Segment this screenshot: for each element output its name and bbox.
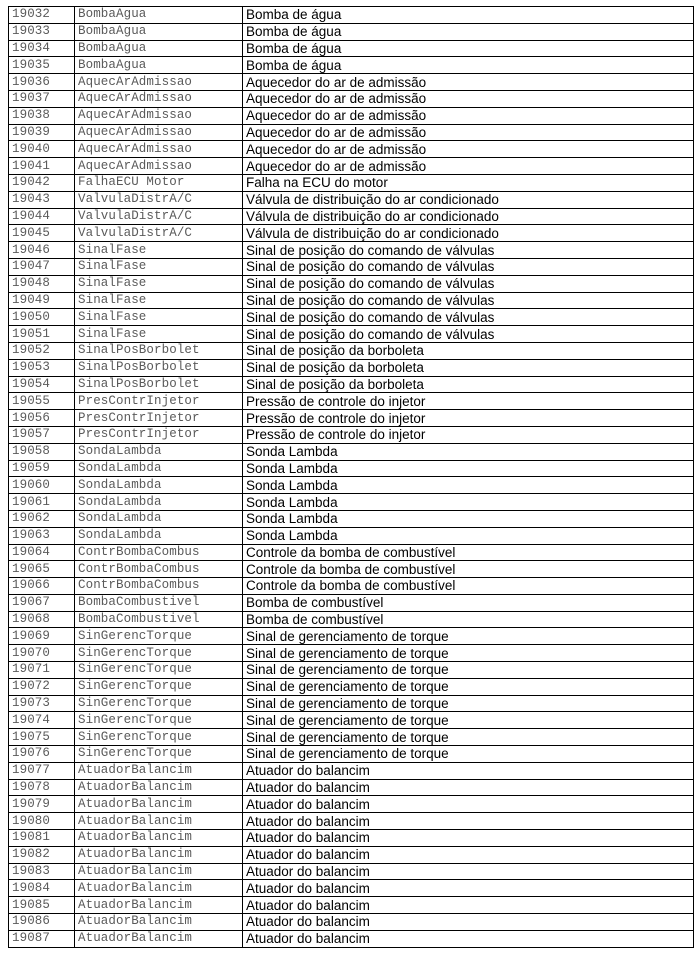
component-name-cell: SinalFase bbox=[75, 258, 243, 275]
fault-code-cell: 19044 bbox=[9, 208, 75, 225]
fault-code-cell: 19057 bbox=[9, 426, 75, 443]
table-row bbox=[9, 326, 694, 343]
fault-code-cell: 19043 bbox=[9, 191, 75, 208]
component-name-cell: SondaLambda bbox=[75, 510, 243, 527]
fault-code-cell: 19032 bbox=[9, 7, 75, 24]
component-name-cell: SinalFase bbox=[75, 292, 243, 309]
component-name-cell: BombaAgua bbox=[75, 7, 243, 24]
component-name-cell: AtuadorBalancim bbox=[75, 930, 243, 947]
table-row bbox=[9, 662, 694, 679]
fault-code-cell: 19067 bbox=[9, 594, 75, 611]
fault-code-cell: 19033 bbox=[9, 23, 75, 40]
table-row bbox=[9, 158, 694, 175]
fault-code-cell: 19042 bbox=[9, 174, 75, 191]
description-cell: Pressão de controle do injetor bbox=[243, 410, 694, 427]
description-cell: Sinal de gerenciamento de torque bbox=[243, 729, 694, 746]
table-row bbox=[9, 477, 694, 494]
fault-code-cell: 19086 bbox=[9, 914, 75, 931]
description-cell: Atuador do balancim bbox=[243, 930, 694, 947]
fault-code-cell: 19073 bbox=[9, 695, 75, 712]
component-name-cell: SondaLambda bbox=[75, 443, 243, 460]
table-row bbox=[9, 897, 694, 914]
table-row bbox=[9, 23, 694, 40]
description-cell: Sinal de posição do comando de válvulas bbox=[243, 275, 694, 292]
description-cell: Válvula de distribuição do ar condicionado bbox=[243, 208, 694, 225]
component-name-cell: PresContrInjetor bbox=[75, 426, 243, 443]
description-cell: Atuador do balancim bbox=[243, 880, 694, 897]
fault-code-cell: 19055 bbox=[9, 393, 75, 410]
fault-code-cell: 19038 bbox=[9, 107, 75, 124]
table-row bbox=[9, 779, 694, 796]
component-name-cell: BombaCombustivel bbox=[75, 594, 243, 611]
fault-code-cell: 19039 bbox=[9, 124, 75, 141]
description-cell: Sonda Lambda bbox=[243, 494, 694, 511]
fault-code-cell: 19084 bbox=[9, 880, 75, 897]
description-cell: Bomba de combustível bbox=[243, 611, 694, 628]
description-cell: Sinal de gerenciamento de torque bbox=[243, 712, 694, 729]
component-name-cell: SinGerencTorque bbox=[75, 712, 243, 729]
component-name-cell: SinGerencTorque bbox=[75, 645, 243, 662]
table-row bbox=[9, 628, 694, 645]
table-row bbox=[9, 208, 694, 225]
description-cell: Pressão de controle do injetor bbox=[243, 426, 694, 443]
description-cell: Válvula de distribuição do ar condicionado bbox=[243, 191, 694, 208]
description-cell: Controle da bomba de combustível bbox=[243, 544, 694, 561]
component-name-cell: AtuadorBalancim bbox=[75, 880, 243, 897]
component-name-cell: AquecArAdmissao bbox=[75, 90, 243, 107]
table-row bbox=[9, 309, 694, 326]
table-row bbox=[9, 242, 694, 259]
table-row bbox=[9, 830, 694, 847]
table-row bbox=[9, 393, 694, 410]
description-cell: Bomba de água bbox=[243, 23, 694, 40]
component-name-cell: PresContrInjetor bbox=[75, 410, 243, 427]
description-cell: Sinal de gerenciamento de torque bbox=[243, 645, 694, 662]
description-cell: Atuador do balancim bbox=[243, 863, 694, 880]
table-row bbox=[9, 174, 694, 191]
table-row bbox=[9, 460, 694, 477]
fault-code-cell: 19066 bbox=[9, 578, 75, 595]
fault-code-cell: 19074 bbox=[9, 712, 75, 729]
table-row bbox=[9, 292, 694, 309]
description-cell: Bomba de água bbox=[243, 7, 694, 24]
table-row bbox=[9, 846, 694, 863]
table-row bbox=[9, 762, 694, 779]
table-row bbox=[9, 376, 694, 393]
component-name-cell: SinalFase bbox=[75, 326, 243, 343]
fault-code-cell: 19083 bbox=[9, 863, 75, 880]
table-row bbox=[9, 813, 694, 830]
component-name-cell: ContrBombaCombus bbox=[75, 578, 243, 595]
component-name-cell: SondaLambda bbox=[75, 494, 243, 511]
fault-code-cell: 19037 bbox=[9, 90, 75, 107]
description-cell: Atuador do balancim bbox=[243, 846, 694, 863]
component-name-cell: PresContrInjetor bbox=[75, 393, 243, 410]
description-cell: Sonda Lambda bbox=[243, 527, 694, 544]
fault-code-cell: 19079 bbox=[9, 796, 75, 813]
fault-code-table-body bbox=[9, 7, 694, 948]
description-cell: Sinal de posição do comando de válvulas bbox=[243, 258, 694, 275]
description-cell: Aquecedor do ar de admissão bbox=[243, 124, 694, 141]
component-name-cell: AtuadorBalancim bbox=[75, 863, 243, 880]
table-row bbox=[9, 410, 694, 427]
table-row bbox=[9, 141, 694, 158]
component-name-cell: BombaAgua bbox=[75, 57, 243, 74]
component-name-cell: AtuadorBalancim bbox=[75, 796, 243, 813]
component-name-cell: AquecArAdmissao bbox=[75, 141, 243, 158]
table-row bbox=[9, 746, 694, 763]
description-cell: Atuador do balancim bbox=[243, 762, 694, 779]
table-row bbox=[9, 494, 694, 511]
description-cell: Sinal de gerenciamento de torque bbox=[243, 662, 694, 679]
table-row bbox=[9, 7, 694, 24]
component-name-cell: SinalPosBorbolet bbox=[75, 359, 243, 376]
fault-code-cell: 19075 bbox=[9, 729, 75, 746]
component-name-cell: SinalFase bbox=[75, 275, 243, 292]
description-cell: Sinal de posição da borboleta bbox=[243, 376, 694, 393]
table-row bbox=[9, 225, 694, 242]
table-row bbox=[9, 594, 694, 611]
description-cell: Sinal de posição da borboleta bbox=[243, 342, 694, 359]
fault-code-cell: 19080 bbox=[9, 813, 75, 830]
component-name-cell: SinGerencTorque bbox=[75, 678, 243, 695]
description-cell: Sonda Lambda bbox=[243, 443, 694, 460]
fault-code-table bbox=[8, 6, 694, 948]
description-cell: Aquecedor do ar de admissão bbox=[243, 158, 694, 175]
description-cell: Válvula de distribuição do ar condicionado bbox=[243, 225, 694, 242]
component-name-cell: AtuadorBalancim bbox=[75, 914, 243, 931]
table-row bbox=[9, 914, 694, 931]
table-row bbox=[9, 359, 694, 376]
fault-code-cell: 19068 bbox=[9, 611, 75, 628]
component-name-cell: SinGerencTorque bbox=[75, 628, 243, 645]
fault-code-cell: 19064 bbox=[9, 544, 75, 561]
component-name-cell: SinalFase bbox=[75, 242, 243, 259]
component-name-cell: SondaLambda bbox=[75, 460, 243, 477]
table-row bbox=[9, 695, 694, 712]
description-cell: Bomba de combustível bbox=[243, 594, 694, 611]
fault-code-cell: 19052 bbox=[9, 342, 75, 359]
description-cell: Sinal de gerenciamento de torque bbox=[243, 695, 694, 712]
table-row bbox=[9, 930, 694, 947]
fault-code-cell: 19062 bbox=[9, 510, 75, 527]
table-row bbox=[9, 561, 694, 578]
fault-code-cell: 19078 bbox=[9, 779, 75, 796]
fault-code-cell: 19049 bbox=[9, 292, 75, 309]
description-cell: Sinal de posição da borboleta bbox=[243, 359, 694, 376]
component-name-cell: AtuadorBalancim bbox=[75, 830, 243, 847]
component-name-cell: SinalPosBorbolet bbox=[75, 342, 243, 359]
table-row bbox=[9, 275, 694, 292]
table-row bbox=[9, 426, 694, 443]
table-row bbox=[9, 712, 694, 729]
table-row bbox=[9, 342, 694, 359]
fault-code-cell: 19077 bbox=[9, 762, 75, 779]
description-cell: Atuador do balancim bbox=[243, 914, 694, 931]
description-cell: Bomba de água bbox=[243, 40, 694, 57]
component-name-cell: ContrBombaCombus bbox=[75, 544, 243, 561]
fault-code-cell: 19056 bbox=[9, 410, 75, 427]
table-row bbox=[9, 678, 694, 695]
table-row bbox=[9, 880, 694, 897]
description-cell: Atuador do balancim bbox=[243, 779, 694, 796]
description-cell: Aquecedor do ar de admissão bbox=[243, 74, 694, 91]
component-name-cell: SondaLambda bbox=[75, 477, 243, 494]
table-row bbox=[9, 645, 694, 662]
fault-code-cell: 19047 bbox=[9, 258, 75, 275]
fault-code-cell: 19045 bbox=[9, 225, 75, 242]
fault-code-cell: 19085 bbox=[9, 897, 75, 914]
description-cell: Atuador do balancim bbox=[243, 830, 694, 847]
fault-code-cell: 19054 bbox=[9, 376, 75, 393]
component-name-cell: AtuadorBalancim bbox=[75, 813, 243, 830]
table-row bbox=[9, 796, 694, 813]
table-row bbox=[9, 124, 694, 141]
description-cell: Atuador do balancim bbox=[243, 813, 694, 830]
description-cell: Bomba de água bbox=[243, 57, 694, 74]
fault-code-table-container bbox=[8, 6, 694, 948]
fault-code-cell: 19059 bbox=[9, 460, 75, 477]
component-name-cell: AquecArAdmissao bbox=[75, 158, 243, 175]
fault-code-cell: 19046 bbox=[9, 242, 75, 259]
component-name-cell: SondaLambda bbox=[75, 527, 243, 544]
component-name-cell: BombaAgua bbox=[75, 40, 243, 57]
component-name-cell: FalhaECU Motor bbox=[75, 174, 243, 191]
component-name-cell: BombaAgua bbox=[75, 23, 243, 40]
table-row bbox=[9, 90, 694, 107]
description-cell: Aquecedor do ar de admissão bbox=[243, 107, 694, 124]
fault-code-cell: 19072 bbox=[9, 678, 75, 695]
component-name-cell: BombaCombustivel bbox=[75, 611, 243, 628]
component-name-cell: ValvulaDistrA/C bbox=[75, 225, 243, 242]
fault-code-cell: 19070 bbox=[9, 645, 75, 662]
fault-code-cell: 19069 bbox=[9, 628, 75, 645]
table-row bbox=[9, 191, 694, 208]
fault-code-cell: 19082 bbox=[9, 846, 75, 863]
component-name-cell: SinGerencTorque bbox=[75, 746, 243, 763]
table-row bbox=[9, 544, 694, 561]
component-name-cell: SinGerencTorque bbox=[75, 729, 243, 746]
description-cell: Atuador do balancim bbox=[243, 796, 694, 813]
table-row bbox=[9, 611, 694, 628]
fault-code-cell: 19050 bbox=[9, 309, 75, 326]
table-row bbox=[9, 107, 694, 124]
table-row bbox=[9, 74, 694, 91]
description-cell: Sinal de posição do comando de válvulas bbox=[243, 326, 694, 343]
description-cell: Sonda Lambda bbox=[243, 477, 694, 494]
table-row bbox=[9, 57, 694, 74]
description-cell: Sinal de posição do comando de válvulas bbox=[243, 242, 694, 259]
table-row bbox=[9, 729, 694, 746]
fault-code-cell: 19071 bbox=[9, 662, 75, 679]
component-name-cell: ValvulaDistrA/C bbox=[75, 208, 243, 225]
description-cell: Sonda Lambda bbox=[243, 460, 694, 477]
table-row bbox=[9, 443, 694, 460]
component-name-cell: SinGerencTorque bbox=[75, 662, 243, 679]
fault-code-cell: 19051 bbox=[9, 326, 75, 343]
fault-code-cell: 19058 bbox=[9, 443, 75, 460]
fault-code-cell: 19034 bbox=[9, 40, 75, 57]
description-cell: Sinal de posição do comando de válvulas bbox=[243, 309, 694, 326]
table-row bbox=[9, 510, 694, 527]
component-name-cell: AquecArAdmissao bbox=[75, 124, 243, 141]
description-cell: Sinal de gerenciamento de torque bbox=[243, 678, 694, 695]
fault-code-cell: 19081 bbox=[9, 830, 75, 847]
table-row bbox=[9, 258, 694, 275]
description-cell: Sonda Lambda bbox=[243, 510, 694, 527]
description-cell: Sinal de posição do comando de válvulas bbox=[243, 292, 694, 309]
component-name-cell: AtuadorBalancim bbox=[75, 897, 243, 914]
description-cell: Atuador do balancim bbox=[243, 897, 694, 914]
table-row bbox=[9, 863, 694, 880]
component-name-cell: SinalFase bbox=[75, 309, 243, 326]
component-name-cell: AtuadorBalancim bbox=[75, 779, 243, 796]
fault-code-cell: 19036 bbox=[9, 74, 75, 91]
component-name-cell: AtuadorBalancim bbox=[75, 846, 243, 863]
component-name-cell: AquecArAdmissao bbox=[75, 107, 243, 124]
fault-code-cell: 19060 bbox=[9, 477, 75, 494]
component-name-cell: ValvulaDistrA/C bbox=[75, 191, 243, 208]
fault-code-cell: 19065 bbox=[9, 561, 75, 578]
table-row bbox=[9, 40, 694, 57]
description-cell: Controle da bomba de combustível bbox=[243, 578, 694, 595]
fault-code-cell: 19035 bbox=[9, 57, 75, 74]
description-cell: Pressão de controle do injetor bbox=[243, 393, 694, 410]
fault-code-cell: 19087 bbox=[9, 930, 75, 947]
description-cell: Sinal de gerenciamento de torque bbox=[243, 628, 694, 645]
component-name-cell: ContrBombaCombus bbox=[75, 561, 243, 578]
fault-code-cell: 19040 bbox=[9, 141, 75, 158]
fault-code-cell: 19041 bbox=[9, 158, 75, 175]
description-cell: Aquecedor do ar de admissão bbox=[243, 90, 694, 107]
component-name-cell: AquecArAdmissao bbox=[75, 74, 243, 91]
component-name-cell: SinGerencTorque bbox=[75, 695, 243, 712]
fault-code-cell: 19063 bbox=[9, 527, 75, 544]
description-cell: Sinal de gerenciamento de torque bbox=[243, 746, 694, 763]
fault-code-cell: 19076 bbox=[9, 746, 75, 763]
description-cell: Controle da bomba de combustível bbox=[243, 561, 694, 578]
table-row bbox=[9, 578, 694, 595]
fault-code-cell: 19053 bbox=[9, 359, 75, 376]
description-cell: Falha na ECU do motor bbox=[243, 174, 694, 191]
component-name-cell: SinalPosBorbolet bbox=[75, 376, 243, 393]
table-row bbox=[9, 527, 694, 544]
description-cell: Aquecedor do ar de admissão bbox=[243, 141, 694, 158]
fault-code-cell: 19048 bbox=[9, 275, 75, 292]
fault-code-cell: 19061 bbox=[9, 494, 75, 511]
component-name-cell: AtuadorBalancim bbox=[75, 762, 243, 779]
